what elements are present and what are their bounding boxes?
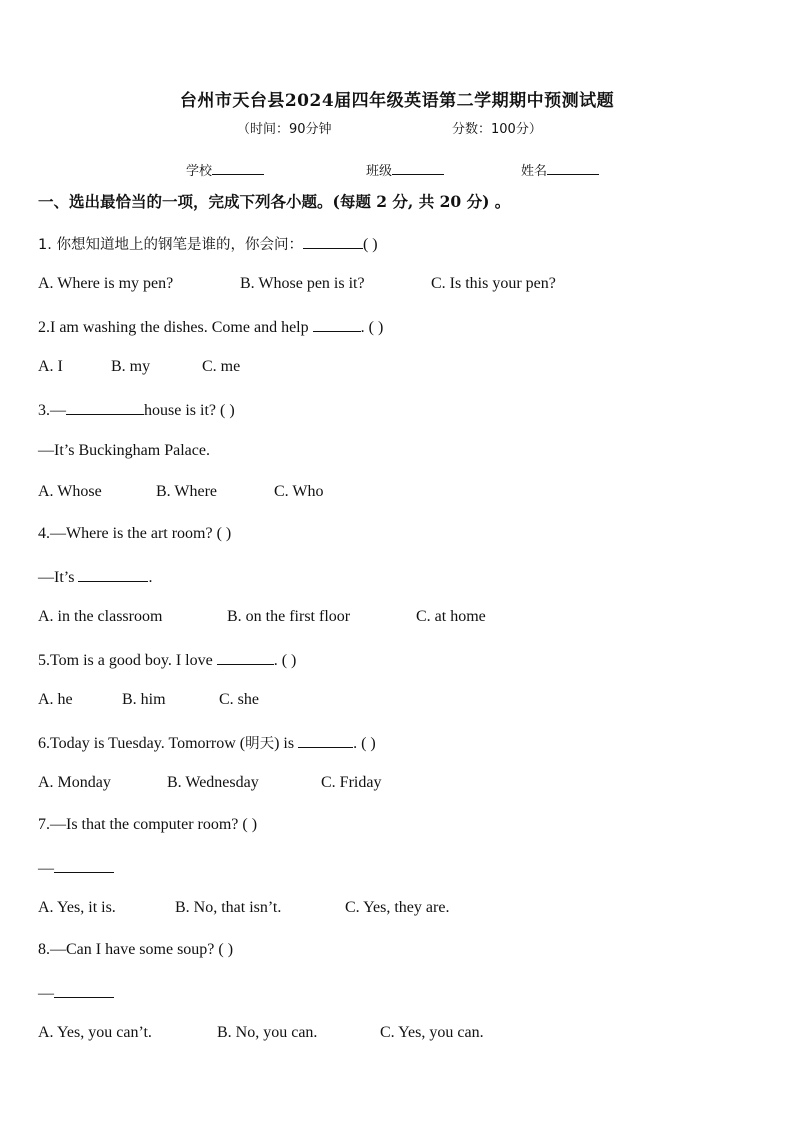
- option-b[interactable]: B. my: [111, 358, 151, 375]
- class-label: 班级: [366, 164, 393, 179]
- question-8-reply-dash: —: [38, 985, 54, 1002]
- class-field: [366, 160, 444, 179]
- section-1-title: 一、选出最恰当的一项，完成下列各小题。(每题 2 分, 共 20 分) 。: [38, 192, 511, 211]
- school-label: 学校: [186, 164, 213, 179]
- question-5-text: 5.Tom is a good boy. I love: [38, 652, 213, 669]
- option-b[interactable]: B. Wednesday: [167, 774, 259, 791]
- question-3-reply: —It’s Buckingham Palace.: [38, 442, 210, 459]
- question-3-text-end: house is it? ( ): [144, 402, 235, 419]
- option-a[interactable]: A. I: [38, 358, 63, 375]
- option-a[interactable]: A. in the classroom: [38, 608, 163, 625]
- question-8-reply: [38, 982, 114, 1004]
- option-a[interactable]: A. Yes, you can’t.: [38, 1024, 152, 1041]
- question-1-options: [38, 274, 556, 294]
- question-5-stem: [38, 649, 296, 671]
- school-field: [186, 160, 264, 179]
- option-b[interactable]: B. No, you can.: [217, 1024, 318, 1041]
- answer-blank[interactable]: [66, 399, 144, 415]
- question-3-options: [38, 482, 323, 502]
- question-4-options: [38, 607, 486, 627]
- question-4-reply-end: .: [148, 569, 153, 586]
- option-a[interactable]: A. Where is my pen?: [38, 275, 174, 292]
- question-2-text: 2.I am washing the dishes. Come and help: [38, 319, 309, 336]
- option-b[interactable]: B. No, that isn’t.: [175, 899, 282, 916]
- question-6-text: 6.Today is Tuesday. Tomorrow (: [38, 735, 246, 752]
- option-a[interactable]: A. Monday: [38, 774, 111, 791]
- question-3-text: 3.—: [38, 402, 66, 419]
- answer-paren: ( ): [362, 236, 378, 253]
- question-2-stem: [38, 316, 383, 338]
- school-blank[interactable]: [212, 162, 264, 175]
- option-c[interactable]: C. at home: [416, 608, 486, 625]
- question-2-options: [38, 357, 240, 377]
- question-7-options: [38, 898, 449, 918]
- answer-blank[interactable]: [298, 732, 353, 748]
- page-title: 台州市天台县2024届四年级英语第二学期期中预测试题: [179, 91, 615, 111]
- question-7-stem: 7.—Is that the computer room? ( ): [38, 816, 258, 833]
- answer-paren: . ( ): [273, 652, 297, 669]
- option-b[interactable]: B. him: [122, 691, 166, 708]
- class-blank[interactable]: [392, 162, 444, 175]
- answer-blank[interactable]: [313, 316, 361, 332]
- answer-blank[interactable]: [217, 649, 274, 665]
- option-a[interactable]: A. Whose: [38, 483, 102, 500]
- question-4-reply-text: —It’s: [38, 569, 75, 586]
- option-b[interactable]: B. on the first floor: [227, 608, 351, 625]
- question-8-options: [38, 1023, 484, 1043]
- answer-blank[interactable]: [54, 982, 114, 998]
- option-b[interactable]: B. Where: [156, 483, 218, 500]
- name-label: 姓名: [521, 164, 548, 179]
- question-7-reply: [38, 857, 114, 879]
- question-5-options: [38, 690, 259, 710]
- option-c[interactable]: C. Who: [274, 483, 324, 500]
- question-1-text: 1. 你想知道地上的钢笔是谁的，你会问：: [38, 237, 303, 253]
- name-field: [521, 160, 599, 179]
- option-a[interactable]: A. Yes, it is.: [38, 899, 116, 916]
- name-blank[interactable]: [547, 162, 599, 175]
- option-c[interactable]: C. Friday: [321, 774, 382, 791]
- option-c[interactable]: C. she: [219, 691, 259, 708]
- answer-blank[interactable]: [78, 566, 148, 582]
- question-4-stem: 4.—Where is the art room? ( ): [38, 525, 232, 542]
- option-c[interactable]: C. Yes, they are.: [345, 899, 450, 916]
- option-b[interactable]: B. Whose pen is it?: [240, 275, 365, 292]
- option-c[interactable]: C. Is this your pen?: [431, 275, 556, 292]
- answer-paren: . ( ): [360, 319, 384, 336]
- option-c[interactable]: C. Yes, you can.: [380, 1024, 484, 1041]
- question-6-options: [38, 773, 381, 793]
- question-1-stem: [38, 233, 378, 255]
- question-6-stem: [38, 732, 376, 754]
- exam-time: （时间：90分钟: [237, 122, 332, 137]
- question-3-stem: [38, 399, 235, 421]
- option-a[interactable]: A. he: [38, 691, 73, 708]
- question-8-stem: 8.—Can I have some soup? ( ): [38, 941, 234, 958]
- option-c[interactable]: C. me: [202, 358, 241, 375]
- question-4-reply: [38, 566, 152, 588]
- exam-score: 分数：100分）: [452, 122, 542, 137]
- answer-paren: . ( ): [353, 735, 376, 752]
- answer-blank[interactable]: [303, 233, 363, 249]
- question-6-text-mid: ) is: [274, 735, 295, 752]
- answer-blank[interactable]: [54, 857, 114, 873]
- question-6-chinese-hint: 明天: [245, 736, 275, 752]
- question-7-reply-dash: —: [38, 860, 54, 877]
